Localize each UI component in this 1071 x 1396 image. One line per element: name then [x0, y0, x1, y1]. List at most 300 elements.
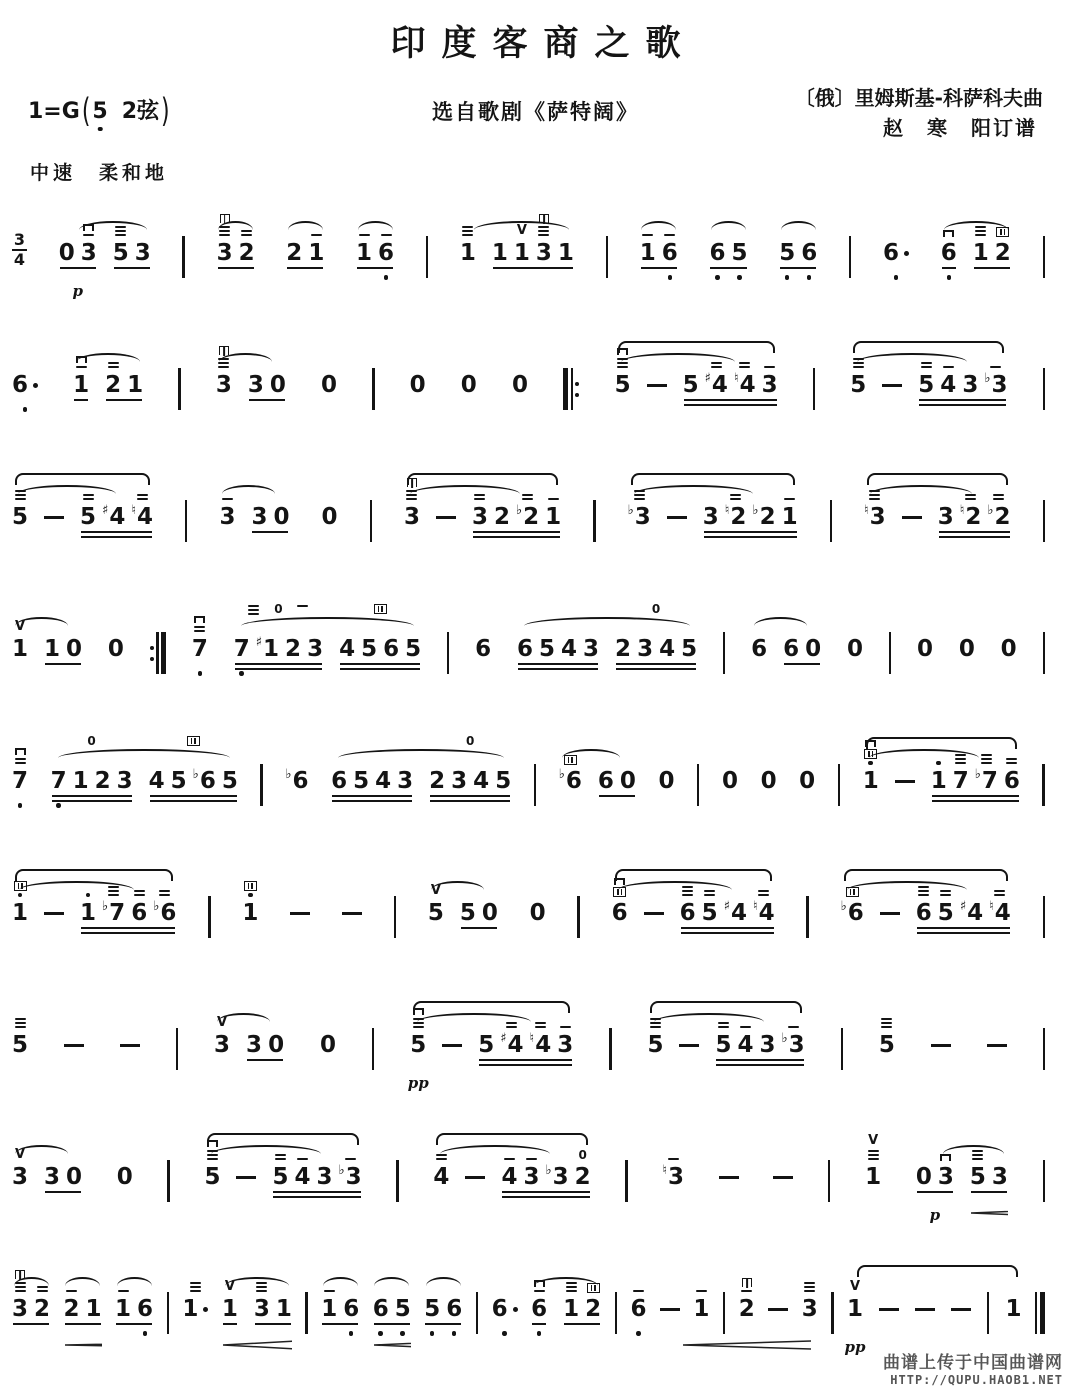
group-notes	[219, 472, 289, 546]
note-digit: 6	[531, 1296, 548, 1322]
beam-line	[106, 399, 142, 401]
note	[182, 1264, 208, 1338]
note	[308, 208, 324, 282]
duration-dash	[679, 1032, 699, 1058]
note-number	[268, 1032, 284, 1058]
beam-line	[223, 1323, 237, 1325]
system-line-2	[0, 340, 1071, 472]
octave-dot-below	[349, 1331, 354, 1336]
note-number	[248, 372, 264, 398]
finger-stroke	[15, 762, 26, 764]
note-digit: 0	[619, 768, 636, 794]
group-notes	[251, 472, 289, 546]
note-digit: 4	[940, 372, 957, 398]
note-number	[916, 900, 932, 926]
beam-line-2	[932, 800, 1019, 802]
dash-glyph	[768, 1308, 788, 1311]
bar-thick	[563, 368, 568, 410]
group-notes	[356, 208, 394, 282]
group-notes	[73, 340, 143, 414]
crescendo-hairpin	[970, 1208, 1008, 1218]
note-group	[234, 604, 323, 678]
note-group	[863, 736, 1020, 810]
note-number	[563, 1296, 579, 1322]
slur-arc	[754, 617, 807, 635]
note	[12, 1000, 28, 1074]
note	[59, 208, 75, 282]
finger-2-mark	[15, 757, 26, 765]
beam-line	[116, 1323, 152, 1325]
note-digit: 2	[585, 1296, 602, 1322]
finger-1-mark	[560, 1025, 571, 1029]
note-number	[1001, 636, 1017, 662]
note-annotations	[244, 868, 257, 900]
note-number	[108, 636, 124, 662]
note-digit: 2	[429, 768, 446, 794]
beam-line	[60, 267, 96, 269]
note-group	[51, 736, 133, 810]
note-number	[782, 1032, 805, 1058]
note-number	[975, 768, 998, 794]
dash-extension	[120, 1000, 140, 1074]
note-digit: 7	[12, 768, 29, 794]
note-number	[940, 372, 956, 398]
note-digit: 2	[574, 1164, 591, 1190]
note-group	[204, 1132, 361, 1206]
note-digit: 4	[507, 1032, 524, 1058]
dash-extension	[342, 868, 362, 942]
beam-line-2	[150, 800, 237, 802]
augmentation-dot	[33, 383, 38, 388]
note-annotations	[881, 1000, 892, 1032]
note-digit: 1	[693, 1296, 710, 1322]
beam-line	[52, 795, 132, 797]
finger-stroke	[413, 1026, 424, 1028]
note	[373, 1264, 389, 1338]
tempo-marking: 中速 柔和地	[30, 162, 169, 184]
note-number	[461, 372, 477, 398]
note-number	[204, 1164, 220, 1190]
note-digit: 6	[1003, 768, 1020, 794]
barline	[396, 1160, 398, 1202]
note-group	[331, 736, 413, 810]
barline	[394, 896, 396, 938]
note-number	[737, 1032, 753, 1058]
group-notes	[59, 208, 97, 282]
duration-dash	[465, 1164, 485, 1190]
note	[378, 208, 394, 282]
finger-stroke	[190, 1290, 201, 1292]
note	[64, 1264, 80, 1338]
repeat-dot	[150, 657, 154, 661]
note-digit: 6	[446, 1296, 463, 1322]
beam-line	[616, 663, 696, 665]
note-number	[705, 372, 728, 398]
dash-glyph	[915, 1308, 935, 1311]
note-digit: 6	[199, 768, 216, 794]
note-digit: 3	[634, 504, 651, 530]
dash-extension	[768, 1264, 788, 1338]
tie-arc	[866, 737, 1017, 749]
note	[995, 208, 1011, 282]
up-bow-icon: V	[14, 1147, 26, 1162]
note-number	[276, 1296, 292, 1322]
note-digit: 5	[170, 768, 187, 794]
dash-glyph	[290, 912, 310, 915]
note-digit: 0	[460, 372, 477, 398]
note-digit: 5	[682, 372, 699, 398]
note-digit: 7	[233, 636, 250, 662]
finger-2-mark	[535, 1021, 546, 1029]
note-number	[517, 636, 533, 662]
note-group	[321, 1264, 359, 1338]
accidental: ♭	[338, 1163, 345, 1178]
beam-line	[13, 1323, 49, 1325]
note-number	[801, 240, 817, 266]
note-digit: 6	[378, 240, 395, 266]
octave-dot-above	[248, 893, 253, 898]
note	[530, 868, 546, 942]
up-bow-icon: V	[224, 1279, 235, 1294]
beam-line	[493, 267, 573, 269]
note-digit: 6	[292, 768, 309, 794]
note-digit: 6	[12, 372, 29, 398]
note-digit: 7	[191, 636, 208, 662]
group-fingering-marks	[57, 736, 126, 747]
note-digit: 0	[116, 1164, 133, 1190]
beam-line	[340, 663, 420, 665]
tie-arc	[413, 1001, 570, 1013]
beam-line	[704, 531, 797, 533]
slur-arc	[76, 353, 140, 371]
note-digit: 3	[552, 1164, 569, 1190]
beam-line	[932, 795, 1019, 797]
finger-stroke	[617, 366, 628, 368]
beam-line	[430, 795, 510, 797]
note-number	[460, 240, 476, 266]
octave-dot-below	[502, 1331, 507, 1336]
barline	[615, 1292, 617, 1334]
note-number	[404, 504, 420, 530]
time-sig-denominator: 4	[13, 250, 26, 269]
beam-line	[357, 267, 393, 269]
dash-glyph	[120, 1044, 140, 1047]
slur-arc	[869, 749, 979, 767]
note-group	[12, 1132, 82, 1206]
composer: 〔俄〕里姆斯基-科萨科夫曲	[794, 86, 1043, 110]
note-digit: 5	[478, 1032, 495, 1058]
note-number	[375, 768, 391, 794]
note-number	[585, 1296, 601, 1322]
note-digit: 6	[137, 1296, 154, 1322]
beam-line-2	[502, 1196, 589, 1198]
bar-thick	[1040, 1292, 1045, 1334]
accidental: ♭	[752, 503, 759, 518]
beam-line	[235, 663, 322, 665]
note-digit: 3	[80, 240, 97, 266]
note-digit: 2	[286, 240, 303, 266]
note-annotations	[15, 1000, 26, 1032]
note	[620, 736, 636, 810]
beam-line	[942, 267, 956, 269]
note-number	[715, 1032, 731, 1058]
note-number	[127, 372, 143, 398]
accidental: ♯	[255, 635, 263, 650]
tie-arc	[207, 1133, 358, 1145]
note-digit: 5	[204, 1164, 221, 1190]
note-digit: 1	[242, 900, 259, 926]
note-group	[640, 208, 678, 282]
note	[559, 736, 582, 810]
slur-arc	[117, 1277, 152, 1295]
note-group	[850, 340, 1007, 414]
note-number	[938, 900, 954, 926]
note-group	[492, 208, 574, 282]
finger-stroke	[15, 1026, 26, 1028]
note-number	[989, 900, 1011, 926]
augmentation-dot	[513, 1307, 518, 1312]
note-number	[492, 240, 508, 266]
note-digit: 6	[331, 768, 348, 794]
note-number	[80, 504, 96, 530]
note-digit: 4	[137, 504, 154, 530]
duration-dash	[436, 504, 456, 530]
note	[916, 1132, 932, 1206]
octave-dot-below	[56, 803, 61, 808]
octave-dot-below	[143, 1331, 148, 1336]
dash-glyph	[773, 1176, 793, 1179]
slur-arc	[417, 1013, 531, 1031]
note-group	[864, 472, 1011, 546]
slur-arc	[711, 221, 746, 239]
note-digit: 4	[739, 372, 756, 398]
group-notes	[44, 1132, 82, 1206]
note-digit: 3	[637, 636, 654, 662]
dash-extension	[719, 1132, 739, 1206]
note	[321, 1264, 337, 1338]
note-digit: 0	[958, 636, 975, 662]
note-number	[561, 636, 577, 662]
note-digit: 1	[639, 240, 656, 266]
up-bow-icon: V	[516, 223, 527, 238]
finger-stroke	[981, 754, 992, 756]
note-digit: 5	[969, 1164, 986, 1190]
finger-stroke	[868, 1158, 879, 1160]
note-digit: 5	[495, 768, 512, 794]
beam-line-2	[235, 668, 322, 670]
finger-1-mark	[990, 365, 1001, 369]
note-number	[239, 240, 255, 266]
note-lower-area	[636, 1322, 641, 1338]
accidental: ♭	[153, 899, 160, 914]
note-group	[460, 208, 574, 282]
note-digit: 5	[424, 1296, 441, 1322]
note	[192, 604, 208, 678]
note-group	[251, 472, 289, 546]
duration-dash	[667, 504, 687, 530]
beam-line-2	[616, 668, 696, 670]
inner-string-mark	[219, 346, 229, 355]
note-number	[317, 1164, 333, 1190]
beam-line-2	[716, 1064, 803, 1066]
tie-arc	[618, 341, 775, 353]
dash-glyph	[879, 1308, 899, 1311]
note-digit: 3	[216, 240, 233, 266]
note-digit: 1	[356, 240, 373, 266]
group-notes	[373, 1264, 411, 1338]
barline	[1043, 1160, 1045, 1202]
note-digit: 4	[339, 636, 356, 662]
note-group	[64, 1264, 102, 1338]
note-number	[286, 240, 302, 266]
note-digit: 2	[63, 1296, 80, 1322]
barline	[828, 1160, 830, 1202]
slur-arc	[19, 881, 134, 899]
note-number	[12, 1164, 28, 1190]
note-number	[759, 1032, 775, 1058]
note-group	[941, 208, 1011, 282]
duration-dash	[44, 900, 64, 926]
note-number	[428, 900, 444, 926]
note-digit: 0	[917, 636, 934, 662]
dash-glyph	[667, 516, 687, 519]
note-number	[171, 768, 187, 794]
note-number	[256, 636, 279, 662]
note-digit: 0	[107, 636, 124, 662]
note	[941, 208, 957, 282]
note-group	[779, 208, 817, 282]
slur-arc	[641, 221, 676, 239]
note-digit: 6	[940, 240, 957, 266]
finger-3-mark	[248, 604, 259, 616]
note	[970, 1132, 986, 1206]
note-digit: 6	[343, 1296, 360, 1322]
finger-stroke	[522, 498, 533, 500]
slur-arc	[374, 1277, 409, 1295]
note-digit: 0	[805, 636, 822, 662]
group-notes	[779, 208, 817, 282]
accidental: ♭	[102, 899, 109, 914]
note-digit: 3	[869, 504, 886, 530]
group-notes	[286, 208, 324, 282]
note-number	[973, 240, 989, 266]
note-number	[575, 1164, 591, 1190]
finger-stroke	[159, 894, 170, 896]
group-fingering-marks	[346, 604, 415, 614]
repeat-dot	[150, 646, 154, 650]
note	[938, 1132, 954, 1206]
note-number	[373, 1296, 389, 1322]
barline	[426, 236, 428, 278]
note-group	[339, 604, 421, 678]
dynamic-marking: pp	[844, 1338, 866, 1356]
note-group	[214, 1000, 284, 1074]
finger-1-mark	[788, 1025, 799, 1029]
group-notes	[563, 1264, 601, 1338]
note-lower-area	[18, 794, 23, 810]
note-digit: 0	[915, 1164, 932, 1190]
note-number	[285, 768, 308, 794]
slur-arc	[338, 749, 504, 767]
note-digit: 5	[681, 636, 698, 662]
finger-stroke	[15, 1022, 26, 1024]
beam-line	[425, 1323, 461, 1325]
note-number	[12, 768, 28, 794]
slur-arc	[58, 749, 230, 767]
note-number	[841, 900, 864, 926]
arranger: 赵 寒 阳订谱	[883, 116, 1037, 140]
note-number	[307, 636, 323, 662]
slur-arc	[14, 1277, 49, 1295]
finger-stroke	[548, 498, 559, 500]
finger-stroke	[868, 1150, 879, 1152]
duration-dash	[895, 768, 915, 794]
dash-glyph	[895, 780, 915, 783]
finger-1-mark	[784, 497, 795, 501]
dash-glyph	[880, 912, 900, 915]
slur-arc	[426, 1277, 461, 1295]
note-number	[395, 1296, 411, 1322]
duration-dash	[120, 1032, 140, 1058]
note-digit: 1	[865, 1164, 882, 1190]
beam-line	[65, 1323, 101, 1325]
group-notes	[12, 1132, 82, 1206]
group-notes	[973, 208, 1011, 282]
group-notes	[531, 1264, 547, 1338]
note-group	[113, 208, 151, 282]
augmentation-dot	[904, 251, 909, 256]
system-line-5	[0, 736, 1071, 868]
note-number	[44, 1164, 60, 1190]
octave-dot-below	[239, 671, 244, 676]
note-digit: 5	[701, 900, 718, 926]
finger-stroke	[137, 498, 148, 500]
note-digit: 3	[247, 372, 264, 398]
note-number	[219, 504, 235, 530]
note-number	[273, 504, 289, 530]
note-number	[322, 504, 338, 530]
note-number	[321, 1296, 337, 1322]
time-sig-numerator: 3	[13, 230, 26, 249]
note-digit: 3	[316, 1164, 333, 1190]
note-group	[248, 340, 286, 414]
finger-1-mark	[741, 1289, 752, 1293]
beam-line-2	[704, 536, 797, 538]
note-digit: 2	[759, 504, 776, 530]
note-digit: 0	[722, 768, 739, 794]
note-digit: 1	[115, 1296, 132, 1322]
note-number	[514, 240, 530, 266]
note-digit: 2	[285, 636, 302, 662]
finger-stroke	[134, 894, 145, 896]
note	[12, 1264, 28, 1338]
finger-stroke	[804, 1282, 815, 1284]
note-number	[492, 1296, 518, 1322]
note-digit: 3	[668, 1164, 685, 1190]
group-notes	[941, 208, 1011, 282]
note-number	[753, 900, 775, 926]
barline	[476, 1292, 478, 1334]
duration-dash	[236, 1164, 256, 1190]
note-digit: 1	[12, 900, 29, 926]
dash-glyph	[644, 912, 664, 915]
octave-dot-below	[785, 275, 790, 280]
beam-line	[641, 267, 677, 269]
note-digit: 4	[294, 1164, 311, 1190]
note-digit: 3	[937, 504, 954, 530]
beam-line	[247, 1059, 283, 1061]
note-digit: 1	[321, 1296, 338, 1322]
